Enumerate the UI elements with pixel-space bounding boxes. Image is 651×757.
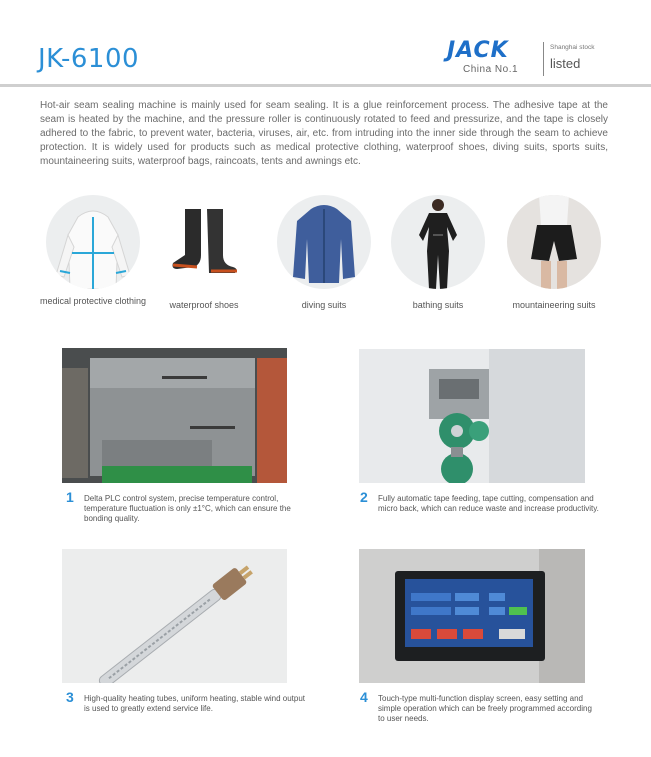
tape-feeding-photo — [359, 349, 585, 483]
category-bathing-suits — [383, 195, 493, 312]
brand-listed: listed — [550, 56, 581, 71]
brand-logo: JACK — [447, 38, 509, 63]
heating-tube-photo — [62, 549, 287, 683]
protective-suit-image — [46, 195, 140, 289]
sports-shorts-image — [507, 195, 601, 289]
jacket-image — [277, 195, 371, 289]
touch-screen-photo — [359, 549, 585, 683]
category-label: mountaineering suits — [512, 300, 596, 310]
feature-text: Fully automatic tape feeding, tape cutting, compensation and micro back, which can reduce waste and increase productivity. — [378, 494, 599, 513]
category-label: medical protective clothing — [39, 296, 147, 306]
category-medical-protective-clothing — [38, 195, 148, 308]
feature-number: 4 — [360, 689, 368, 705]
feature-number: 1 — [66, 489, 74, 505]
rubber-boots-image — [157, 195, 251, 289]
category-mountaineering-suits — [499, 195, 609, 312]
brand-divider — [543, 42, 544, 76]
category-label: waterproof shoes — [169, 300, 239, 310]
brand-block — [447, 38, 607, 78]
wetsuit-image — [391, 195, 485, 289]
feature-text: High-quality heating tubes, uniform heating, stable wind output is used to greatly extend service life. — [84, 694, 306, 713]
category-waterproof-shoes — [149, 195, 259, 312]
page-title: JK-6100 — [38, 44, 140, 74]
category-label: diving suits — [301, 300, 347, 310]
brand-stock-label: Shanghai stock — [550, 44, 595, 51]
header-divider — [0, 84, 651, 87]
feature-number: 3 — [66, 689, 74, 705]
feature-text: Touch-type multi-function display screen, easy setting and simple operation which can be freely programmed according to user needs. — [378, 694, 592, 723]
brand-subtitle: China No.1 — [463, 64, 519, 75]
feature-text: Delta PLC control system, precise temperature control, temperature fluctuation is only ±1°C, which can ensure the bonding quality. — [84, 494, 291, 523]
intro-paragraph: Hot-air seam sealing machine is mainly used for seam sealing. It is a glue reinforcement process. The adhesive tape at the seam is heated by the machine, and the pressure roller is continuously rotated to feed and pressurize, and the tape is closely adhered to the fabric, to prevent water, bacteria, viruses, air, etc. from intruding into the inner side through the seam to achieve protection. It is widely used for products such as medical protective clothing, waterproof shoes, diving suits, sports suits, mountaineering suits, waterproof bags, raincoats, tents and awnings etc. — [40, 100, 608, 167]
category-label: bathing suits — [412, 300, 464, 310]
feature-number: 2 — [360, 489, 368, 505]
category-diving-suits — [269, 195, 379, 312]
plc-controller-photo — [62, 348, 287, 483]
